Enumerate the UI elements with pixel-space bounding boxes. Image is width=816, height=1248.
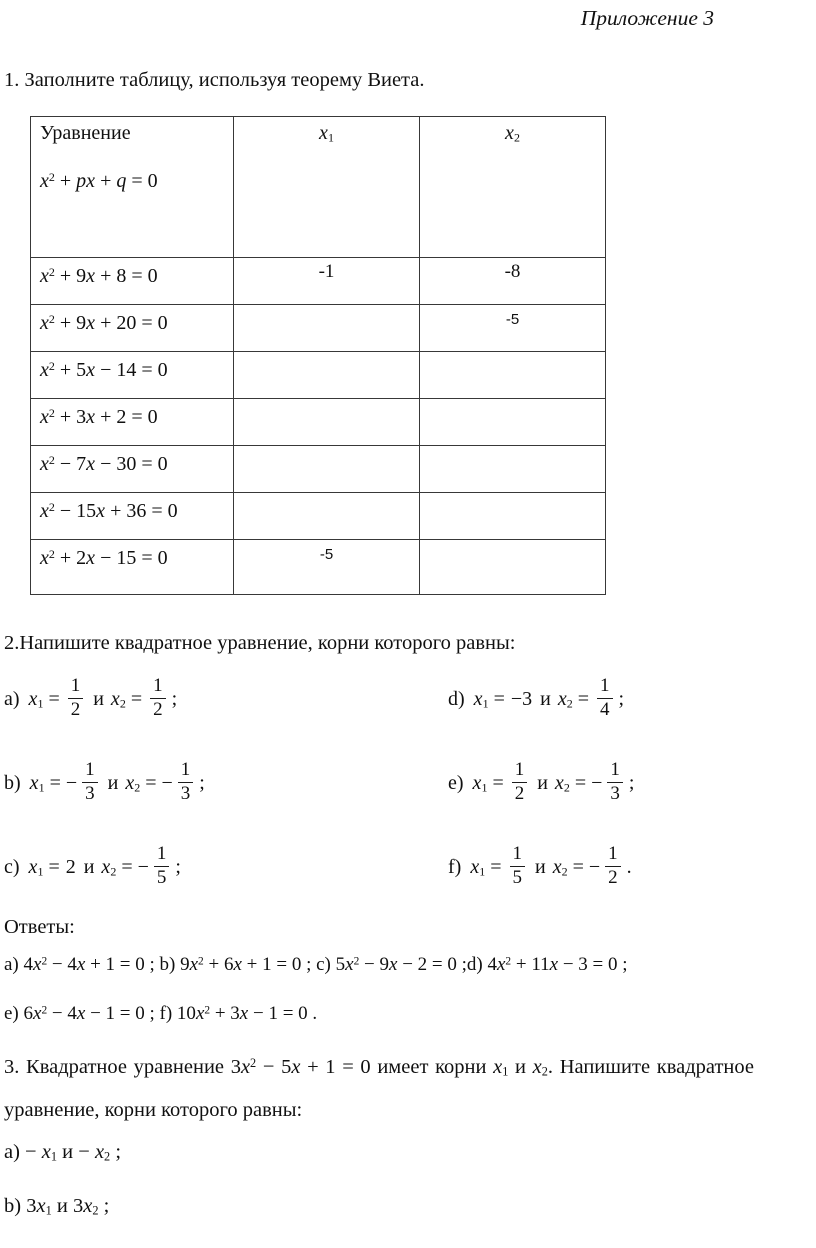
root-x2-cell xyxy=(420,305,606,352)
fraction-numerator: 1 xyxy=(82,760,98,783)
answers-line-1: a) $4x^2 - 4x + 1 = 0$ ; b) $9x^2 + 6x + 1 = 0$ ; c) $5x^2 - 9x - 2 = 0$ ;d) $4x^2 + 11x - 3 = 0$ ; xyxy=(4,954,628,976)
text-segment: имеет корни xyxy=(370,1056,494,1079)
page-title: Приложение 3 xyxy=(580,6,714,30)
fraction-denominator: 4 xyxy=(600,698,610,720)
vieta-table-body xyxy=(31,117,606,595)
table-row xyxy=(31,305,606,352)
root-x2-cell xyxy=(420,352,606,399)
answers-line-2: e) $6x^2 - 4x - 1 = 0$ ; f) $10x^2 + 3x - 1 = 0$ . xyxy=(4,1003,318,1025)
task2-item xyxy=(4,836,448,899)
x2-symbol: $x_2$ = xyxy=(552,856,589,879)
fraction-numerator: 1 xyxy=(607,760,623,783)
x2-symbol: $x_2$ = xyxy=(554,772,592,795)
conjunction: и xyxy=(93,688,104,711)
item-label: c) xyxy=(4,856,20,879)
item-label: e) xyxy=(448,772,464,795)
fraction xyxy=(154,844,170,889)
fraction xyxy=(510,844,526,889)
header-x2-cell xyxy=(420,117,606,258)
minus-sign: − xyxy=(591,772,603,795)
table-header-row xyxy=(31,117,606,258)
task3-intro xyxy=(4,1046,754,1132)
table-row xyxy=(31,446,606,493)
fraction xyxy=(150,676,166,721)
conjunction: и xyxy=(540,688,551,711)
punctuation: ; xyxy=(175,856,181,879)
root-x2-cell xyxy=(420,540,606,595)
x1-symbol: $x_1$ = xyxy=(29,772,66,795)
item-label: f) xyxy=(448,856,462,879)
minus-sign: − xyxy=(137,856,149,879)
task3-item: $a) - x_1$ $и - x_2$ ; xyxy=(4,1141,122,1164)
x2-symbol: $x_2$ = xyxy=(125,772,162,795)
task2-item xyxy=(448,668,816,731)
root-x1-cell xyxy=(234,399,420,446)
header-x1-cell xyxy=(234,117,420,258)
x1-symbol: $x_1$ = xyxy=(28,856,65,879)
equation-cell: $x^2 + 9x + 20 = 0$ xyxy=(31,305,234,352)
table-row xyxy=(31,258,606,305)
col-header-x1: $x_1$ xyxy=(319,122,334,146)
root-x1-cell xyxy=(234,493,420,540)
root-x2-value: -5 xyxy=(505,311,520,329)
inline-equation: $3x^2 - 5x + 1 = 0$ xyxy=(230,1055,371,1079)
answers-heading: Ответы: xyxy=(4,916,75,939)
header-equation-cell xyxy=(31,117,234,258)
punctuation: ; xyxy=(618,688,625,711)
equation-cell: $x^2 + 2x - 15 = 0$ xyxy=(31,540,234,595)
fraction xyxy=(68,676,84,721)
item-label: a) xyxy=(4,688,20,711)
fraction xyxy=(512,760,528,805)
conjunction: и xyxy=(83,856,95,879)
task1-heading: 1. Заполните таблицу, используя теорему Виета. xyxy=(4,68,425,91)
text-segment: . Напишите квадратное уравнение, корни которого равны: xyxy=(4,1056,754,1122)
minus-sign: − xyxy=(161,772,173,795)
conjunction: и xyxy=(535,856,546,879)
root-x1-cell xyxy=(234,446,420,493)
fraction-denominator: 2 xyxy=(153,698,163,720)
root-x1-cell xyxy=(234,258,420,305)
text-segment: и xyxy=(508,1056,533,1079)
fraction-denominator: 3 xyxy=(610,782,620,804)
task3-items xyxy=(4,1141,816,1218)
task2-item xyxy=(448,752,816,815)
equation-cell: $x^2 + 3x + 2 = 0$ xyxy=(31,399,234,446)
punctuation: ; xyxy=(171,688,178,711)
col-header-x2: $x_2$ xyxy=(505,122,520,146)
fraction-numerator: 1 xyxy=(178,760,194,783)
punctuation: ; xyxy=(199,772,205,795)
header-col1-label: Уравнение xyxy=(40,122,131,145)
fraction-denominator: 5 xyxy=(156,866,167,888)
fraction-denominator: 2 xyxy=(70,698,81,720)
root-x1-cell xyxy=(234,540,420,595)
fraction-numerator: 1 xyxy=(605,844,621,867)
root-x2-value: -8 xyxy=(504,261,521,283)
punctuation: . xyxy=(626,856,632,879)
x1-symbol: $x_1$ = xyxy=(472,772,509,795)
fraction-denominator: 3 xyxy=(85,782,95,804)
root-value: 2 xyxy=(65,856,76,879)
header-equation: $x^2$ + px + q = 0 xyxy=(40,170,158,193)
conjunction: и xyxy=(107,772,119,795)
equation-cell: $x^2 - 7x - 30 = 0$ xyxy=(31,446,234,493)
table-row xyxy=(31,352,606,399)
root-x2-cell xyxy=(420,493,606,540)
inline-equation: $x_2$ xyxy=(532,1056,548,1079)
fraction-numerator: 1 xyxy=(510,844,526,867)
table-row xyxy=(31,399,606,446)
x1-symbol: $x_1$ = xyxy=(473,688,510,711)
fraction-denominator: 3 xyxy=(180,782,191,804)
root-x2-cell xyxy=(420,446,606,493)
x2-symbol: $x_2$ = xyxy=(101,856,138,879)
item-label: d) xyxy=(448,688,465,711)
fraction xyxy=(597,676,613,721)
task2-heading: 2.Напишите квадратное уравнение, корни которого равны: xyxy=(4,632,516,655)
fraction-numerator: 1 xyxy=(150,676,166,699)
fraction xyxy=(82,760,98,805)
x2-symbol: $x_2$ = xyxy=(110,688,148,711)
conjunction: и xyxy=(537,772,548,795)
minus-sign: − xyxy=(588,856,601,879)
task2-item xyxy=(448,836,816,899)
root-value: −3 xyxy=(510,688,533,711)
task2-item xyxy=(4,668,448,731)
x2-symbol: $x_2$ = xyxy=(557,688,594,711)
fraction-denominator: 2 xyxy=(514,782,525,804)
fraction-denominator: 5 xyxy=(512,866,522,888)
root-x2-cell xyxy=(420,258,606,305)
x1-symbol: $x_1$ = xyxy=(470,856,507,879)
fraction-numerator: 1 xyxy=(597,676,613,699)
root-x1-cell xyxy=(234,305,420,352)
fraction-numerator: 1 xyxy=(68,676,84,699)
fraction xyxy=(607,760,623,805)
root-x1-cell xyxy=(234,352,420,399)
task3-item: b) $3x_1$ и $3x_2$ ; xyxy=(4,1195,110,1218)
inline-equation: $x_1$ xyxy=(493,1056,509,1079)
x1-symbol: $x_1$ = xyxy=(28,688,65,711)
task2-item xyxy=(4,752,448,815)
fraction-denominator: 2 xyxy=(608,866,618,888)
table-row xyxy=(31,493,606,540)
text-segment: 3. Квадратное уравнение xyxy=(4,1056,231,1079)
minus-sign: − xyxy=(65,772,78,795)
table-row xyxy=(31,540,606,595)
equation-cell: $x^2 + 5x - 14 = 0$ xyxy=(31,352,234,399)
root-x1-value: -5 xyxy=(319,546,334,564)
root-x1-value: -1 xyxy=(318,261,335,283)
punctuation: ; xyxy=(628,772,635,795)
vieta-table xyxy=(30,116,606,595)
root-x2-cell xyxy=(420,399,606,446)
fraction-numerator: 1 xyxy=(154,844,170,867)
fraction xyxy=(178,760,194,805)
fraction-numerator: 1 xyxy=(512,760,528,783)
equation-cell: $x^2 - 15x + 36 = 0$ xyxy=(31,493,234,540)
task2-grid xyxy=(4,668,816,899)
equation-cell: $x^2 + 9x + 8 = 0$ xyxy=(31,258,234,305)
fraction xyxy=(605,844,621,889)
item-label: b) xyxy=(4,772,21,795)
